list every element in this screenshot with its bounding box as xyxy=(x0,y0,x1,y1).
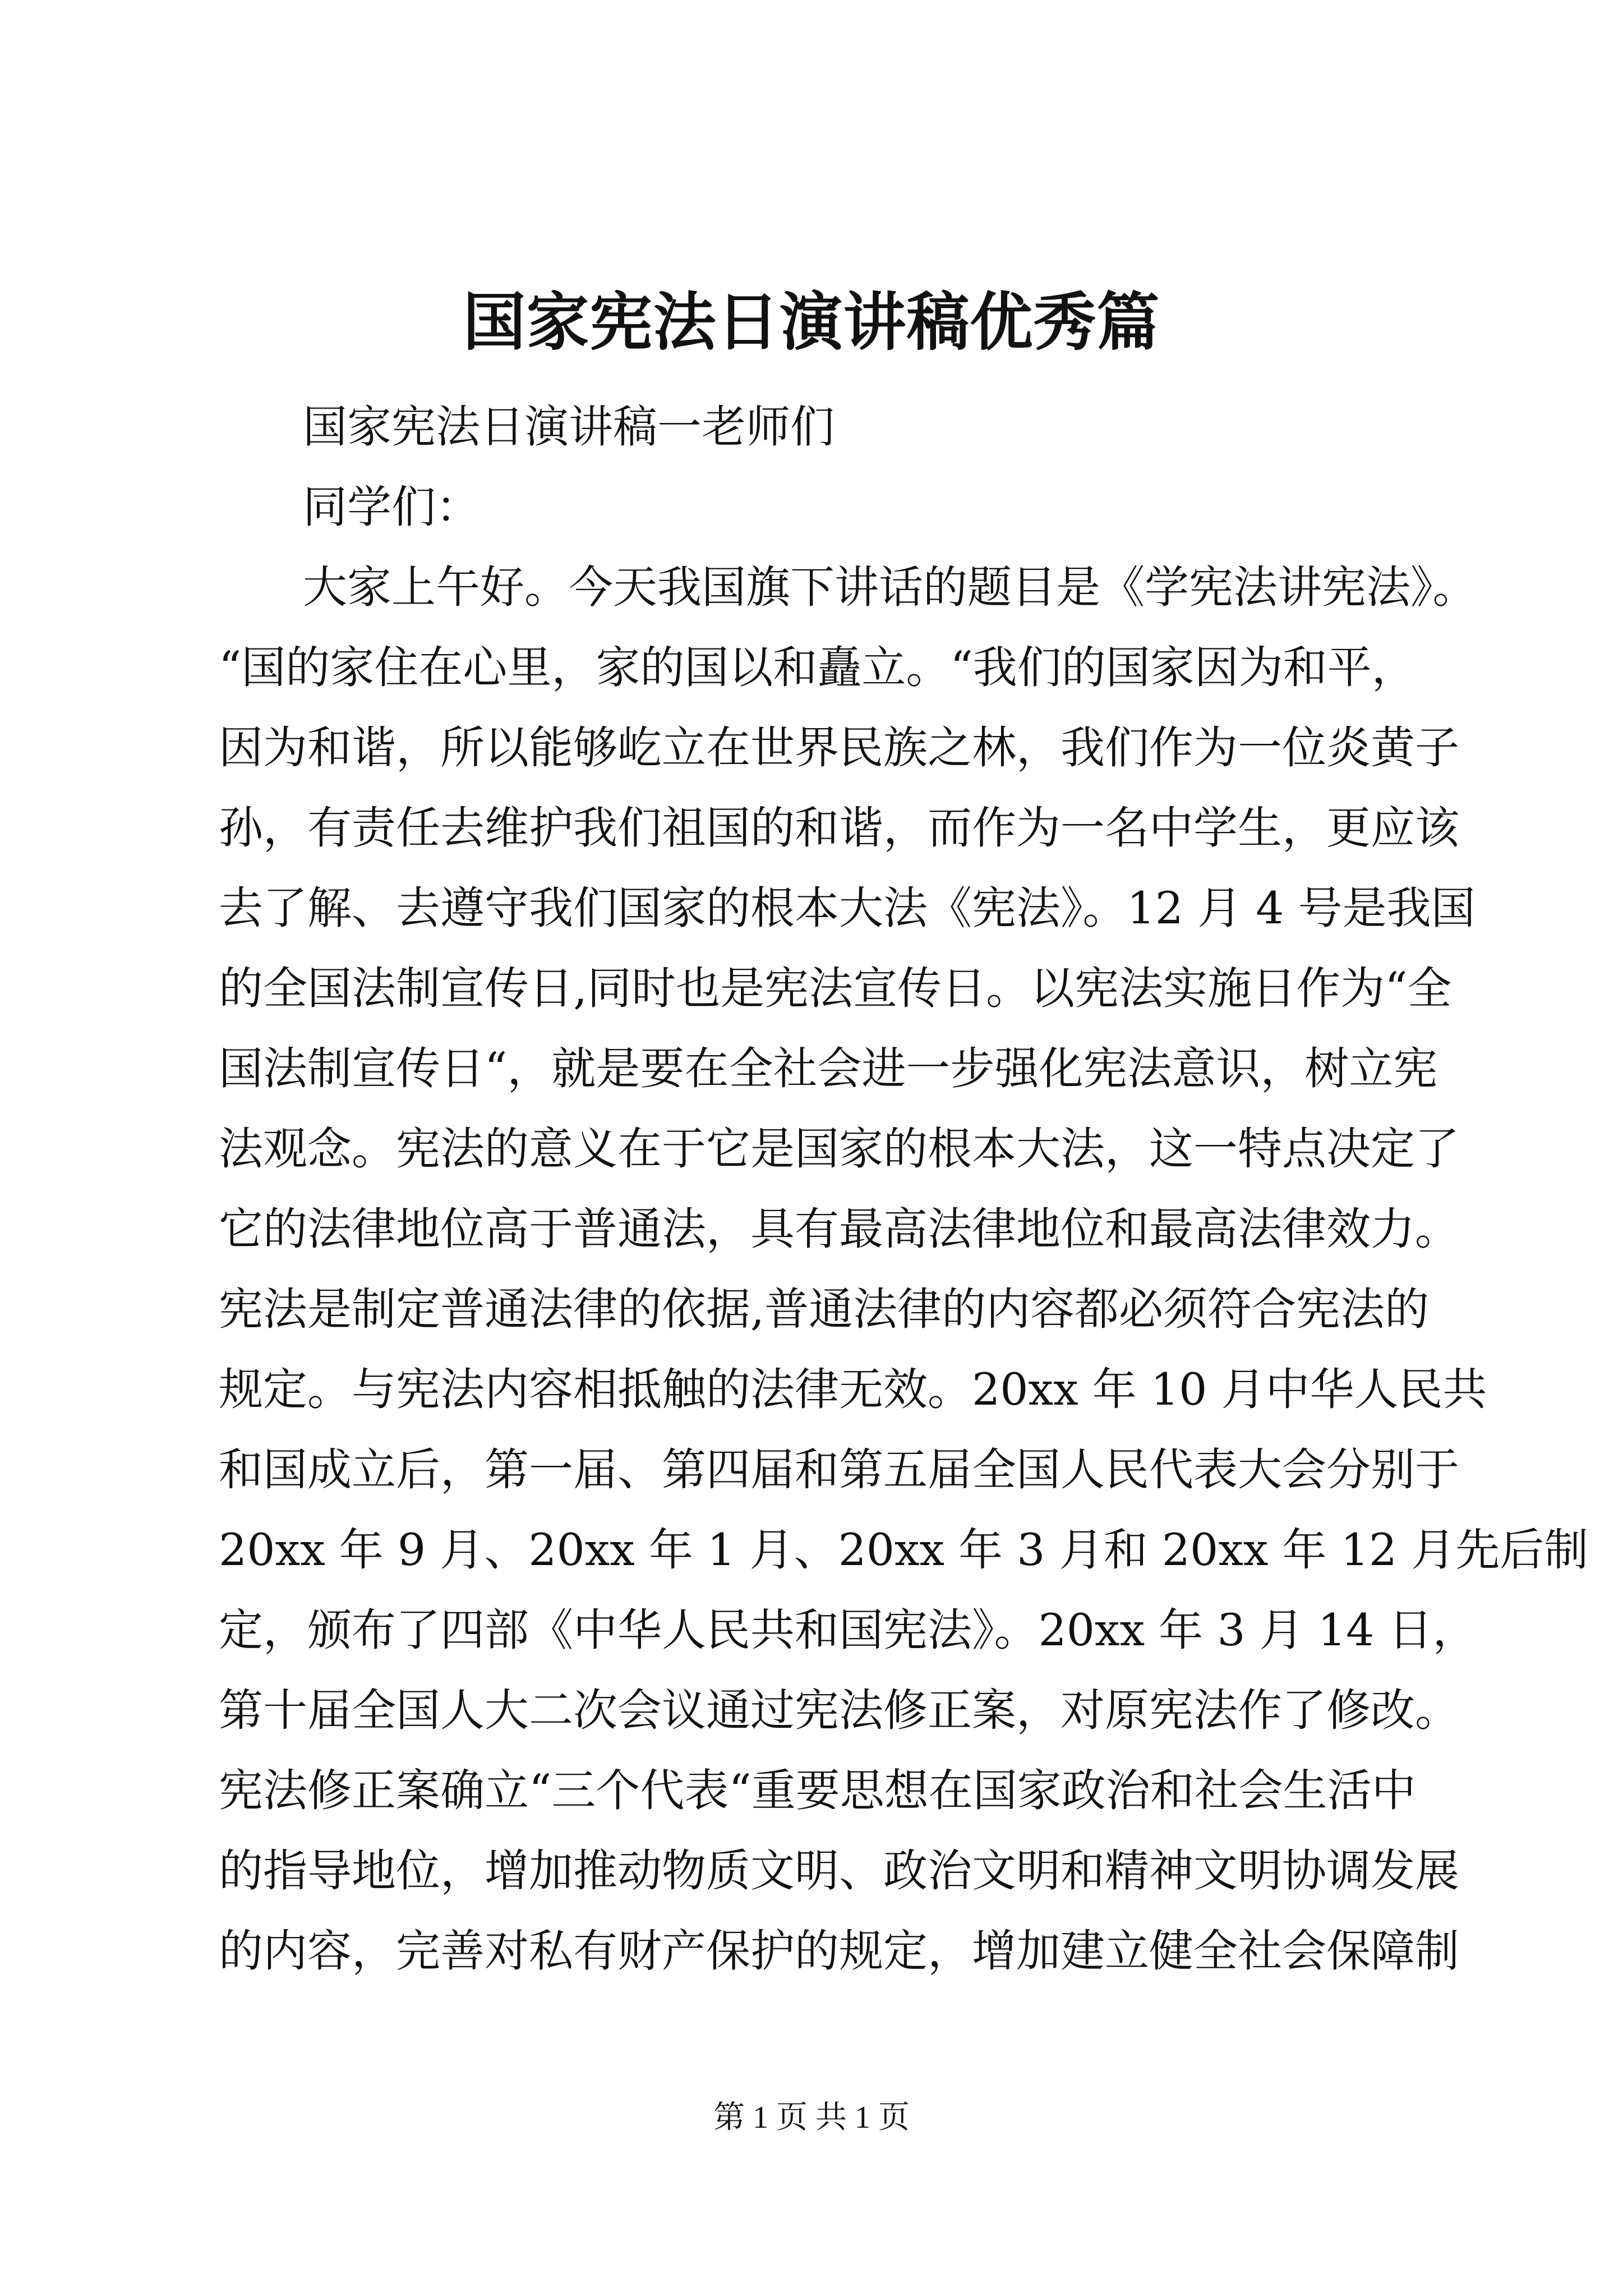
paragraph-line: 孙，有责任去维护我们祖国的和谐，而作为一名中学生，更应该 xyxy=(219,802,1459,854)
page-footer: 第 1 页 共 1 页 xyxy=(713,2100,910,2135)
paragraph-line: 规定。与宪法内容相抵触的法律无效。20xx 年 10 月中华人民共 xyxy=(219,1364,1487,1415)
paragraph-line: 和国成立后，第一届、第四届和第五届全国人民代表大会分别于 xyxy=(219,1444,1459,1496)
paragraph-line: 国法制宣传日“，就是要在全社会进一步强化宪法意识，树立宪 xyxy=(219,1043,1438,1094)
paragraph-line: 的全国法制宣传日,同时也是宪法宣传日。以宪法实施日作为“全 xyxy=(219,963,1452,1014)
paragraph-line: 大家上午好。今天我国旗下讲话的题目是《学宪法讲宪法》。 xyxy=(303,562,1477,613)
paragraph-line: 20xx 年 9 月、20xx 年 1 月、20xx 年 3 月和 20xx 年 12 月先后制 xyxy=(219,1524,1589,1576)
paragraph-line: 因为和谐，所以能够屹立在世界民族之林，我们作为一位炎黄子 xyxy=(219,722,1459,774)
salutation-line: 同学们： xyxy=(303,481,480,533)
paragraph-line: 的内容，完善对私有财产保护的规定，增加建立健全社会保障制 xyxy=(219,1925,1459,1977)
paragraph-line: 的指导地位，增加推动物质文明、政治文明和精神文明协调发展 xyxy=(219,1845,1459,1897)
document-title: 国家宪法日演讲稿优秀篇 xyxy=(463,286,1160,359)
paragraph-line: 去了解、去遵守我们国家的根本大法《宪法》。12 月 4 号是我国 xyxy=(219,882,1476,934)
paragraph-line: 宪法修正案确立“三个代表“重要思想在国家政治和社会生活中 xyxy=(219,1765,1416,1816)
document-body xyxy=(219,387,1589,1991)
paragraph-line: 法观念。宪法的意义在于它是国家的根本大法，这一特点决定了 xyxy=(219,1123,1459,1175)
paragraph-line: 定，颁布了四部《中华人民共和国宪法》。20xx 年 3 月 14 日， xyxy=(219,1604,1477,1656)
paragraph-line: “国的家住在心里，家的国以和矗立。“我们的国家因为和平， xyxy=(219,642,1416,693)
subtitle-line: 国家宪法日演讲稿一老师们 xyxy=(303,401,834,453)
paragraph-line: 它的法律地位高于普通法，具有最高法律地位和最高法律效力。 xyxy=(219,1203,1459,1255)
paragraph-line: 宪法是制定普通法律的依据,普通法律的内容都必须符合宪法的 xyxy=(219,1283,1430,1335)
paragraph-line: 第十届全国人大二次会议通过宪法修正案，对原宪法作了修改。 xyxy=(219,1685,1459,1736)
